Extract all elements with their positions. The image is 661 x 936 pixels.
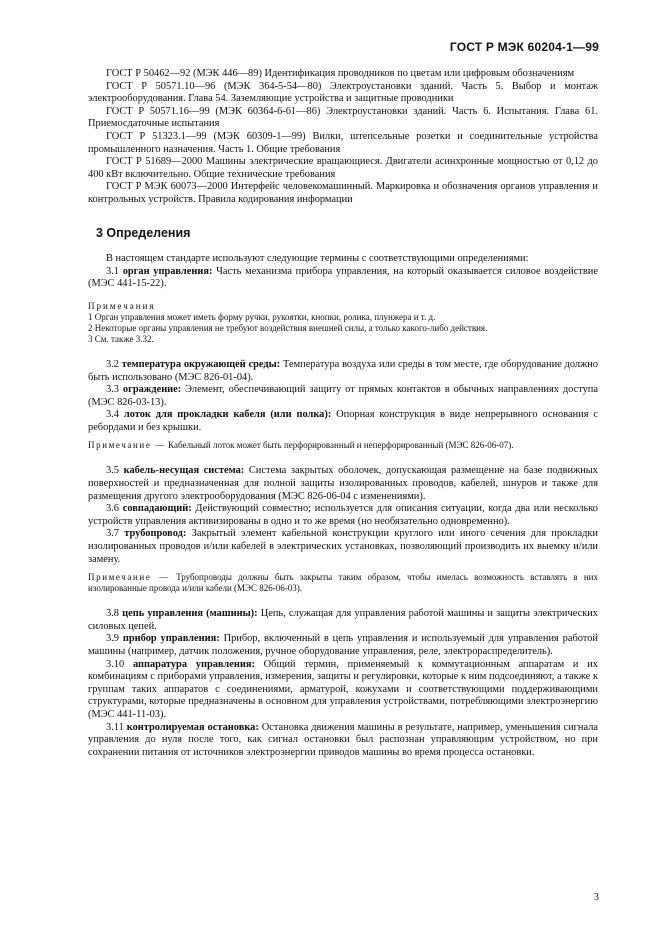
term-number: 3.7	[106, 528, 119, 540]
section-intro: В настоящем стандарте используют следующие термины с соответствующими определениями:	[106, 253, 529, 265]
note-item: 3 См. также 3.32.	[88, 333, 154, 344]
term-definition: Закрытый элемент кабельной конструкции круглого или иного сечения для прокладки изолированных проводов и/или кабелей в электрических установках, позволяющий производить их выемку и/или замену.	[88, 528, 598, 565]
reference-item: ГОСТ Р МЭК 60073—2000 Интерфейс человекомашинный. Маркировка и обозначения органов управления и контрольных устройств. Правила кодирования информации	[88, 181, 598, 205]
term-definition: Прибор, включенный в цепь управления и используемый для управления работой машины (например, датчик положения, ручное оборудование управления, реле, электрораспределитель).	[88, 633, 598, 657]
term-3-4	[88, 409, 598, 434]
reference-item: ГОСТ Р 50462—92 (МЭК 446—89) Идентификация проводников по цветам или цифровым обозначениям	[106, 68, 575, 79]
note-item: 1 Орган управления может иметь форму ручки, рукоятки, кнопки, ролика, плунжера и т. д.	[88, 311, 436, 322]
term-name: лоток для прокладки кабеля (или полка):	[123, 409, 332, 421]
term-name: ограждение:	[122, 384, 182, 396]
term-3-5	[88, 465, 598, 503]
term-number: 3.9	[106, 633, 119, 645]
note-text: Кабельный лоток может быть перфорированный и неперфорированный (МЭС 826-06-07).	[168, 440, 514, 451]
term-number: 3.10	[106, 658, 125, 670]
note-item: 2 Некоторые органы управления не требуют воздействия внешней силы, а только какого-либо действия.	[88, 322, 488, 333]
note-label: Примечание —	[88, 440, 166, 451]
term-3-1	[88, 266, 598, 291]
term-name: орган управления:	[122, 265, 213, 277]
term-3-9	[88, 633, 598, 658]
term-number: 3.6	[106, 503, 119, 515]
reference-item: ГОСТ Р 51689—2000 Машины электрические вращающиеся. Двигатели асинхронные мощностью от 0,12 до 400 кВт включительно. Общие технические требования	[88, 156, 598, 180]
note-3-7	[88, 572, 598, 594]
term-definition: Остановка движения машины в результате, например, уменьшения сигнала управления до нуля после того, как сигнал остановки был распознан управляющим устройством, но при сохранении питания от источников электроэнергии приводов машины во время процесса остановки.	[88, 721, 598, 758]
term-definition: Действующий совместно; используется для описания ситуации, когда два или несколько устройств управления активизированы в одно и то же время (но необязательно одновременно).	[88, 503, 598, 527]
term-definition: Часть механизма прибора управления, на который оказывается силовое воздействие (МЭС 441-15-22).	[88, 265, 598, 290]
note-3-4	[88, 440, 598, 451]
term-number: 3.8	[106, 608, 119, 620]
term-number: 3.2	[106, 358, 119, 370]
term-name: контролируемая остановка:	[126, 721, 259, 733]
term-definition: Общий термин, применяемый к коммутационным аппаратам и их комбинациям с приборами управления, измерения, защиты и регулировки, которые к ним подсоединяют, а также к группам таких аппаратов с соединениями, арматурой, кожухами и соответствующими поддерживающими структурами, которые предназначены в основном для управления устройствами, потребляющими электроэнергию (МЭС 441-11-03).	[88, 658, 599, 720]
term-3-3	[88, 384, 598, 409]
term-name: цепь управления (машины):	[122, 608, 258, 620]
section-title: 3 Определения	[96, 225, 191, 240]
reference-item: ГОСТ Р 50571.10—96 (МЭК 364-5-54—80) Электроустановки зданий. Часть 5. Выбор и монтаж электрооборудования. Глава 54. Заземляющие устройства и защитные проводники	[88, 80, 598, 105]
term-definition: Цепь, служащая для управления работой машины и защиты электрических силовых цепей.	[88, 608, 598, 632]
note-label: Примечание —	[88, 572, 170, 583]
term-name: трубопровод:	[124, 528, 187, 540]
notes-title: Примечания	[88, 300, 156, 311]
term-number: 3.3	[106, 384, 119, 396]
reference-item: ГОСТ Р 51323.1—99 (МЭК 60309-1—99) Вилки, штепсельные розетки и соединительные устройства промышленного назначения. Часть 1. Общие требования	[88, 130, 598, 155]
term-number: 3.1	[106, 265, 119, 277]
term-definition: Система закрытых оболочек, допускающая размещение на базе подвижных поверхностей и предназначенная для полной защиты изолированных проводов, кабелей, шнуров и также для размещения другого электрооборудования (МЭС 826-06-04 с изменениями).	[88, 465, 598, 502]
note-text: Трубопроводы должны быть закрыты таким образом, чтобы имелась возможность вставлять в них изолированные провода и/или кабели (МЭС 826-06-03).	[88, 572, 598, 594]
term-name: совпадающий:	[122, 503, 192, 515]
term-number: 3.11	[106, 721, 124, 733]
reference-item: ГОСТ Р 50571.16—99 (МЭК 60364-6-61—86) Электроустановки зданий. Часть 6. Испытания. Глава 61. Приемосдаточные испытания	[88, 105, 598, 130]
document-body	[88, 68, 598, 759]
term-3-2	[88, 359, 598, 384]
term-3-6	[88, 503, 598, 528]
term-name: кабель-несущая система:	[123, 465, 245, 477]
term-3-10	[88, 659, 598, 722]
term-name: температура окружающей среды:	[121, 358, 281, 370]
term-definition: Элемент, обеспечивающий защиту от прямых контактов в обычных направлениях доступа (МЭС 826-03-13).	[88, 384, 598, 408]
term-definition: Опорная конструкция в виде непрерывного основания с ребордами и без крышки.	[88, 409, 598, 433]
term-3-8	[88, 608, 598, 633]
term-number: 3.5	[106, 465, 119, 477]
term-3-11	[88, 722, 598, 760]
page-number: 3	[593, 892, 599, 903]
term-name: аппаратура управления:	[132, 658, 255, 670]
term-3-7	[88, 528, 598, 566]
term-name: прибор управления:	[122, 633, 220, 645]
page-header: ГОСТ Р МЭК 60204-1—99	[449, 40, 599, 54]
term-definition: Температура воздуха или среды в том месте, где оборудование должно быть использовано (МЭС 826-01-04).	[88, 358, 598, 383]
term-number: 3.4	[106, 409, 119, 421]
